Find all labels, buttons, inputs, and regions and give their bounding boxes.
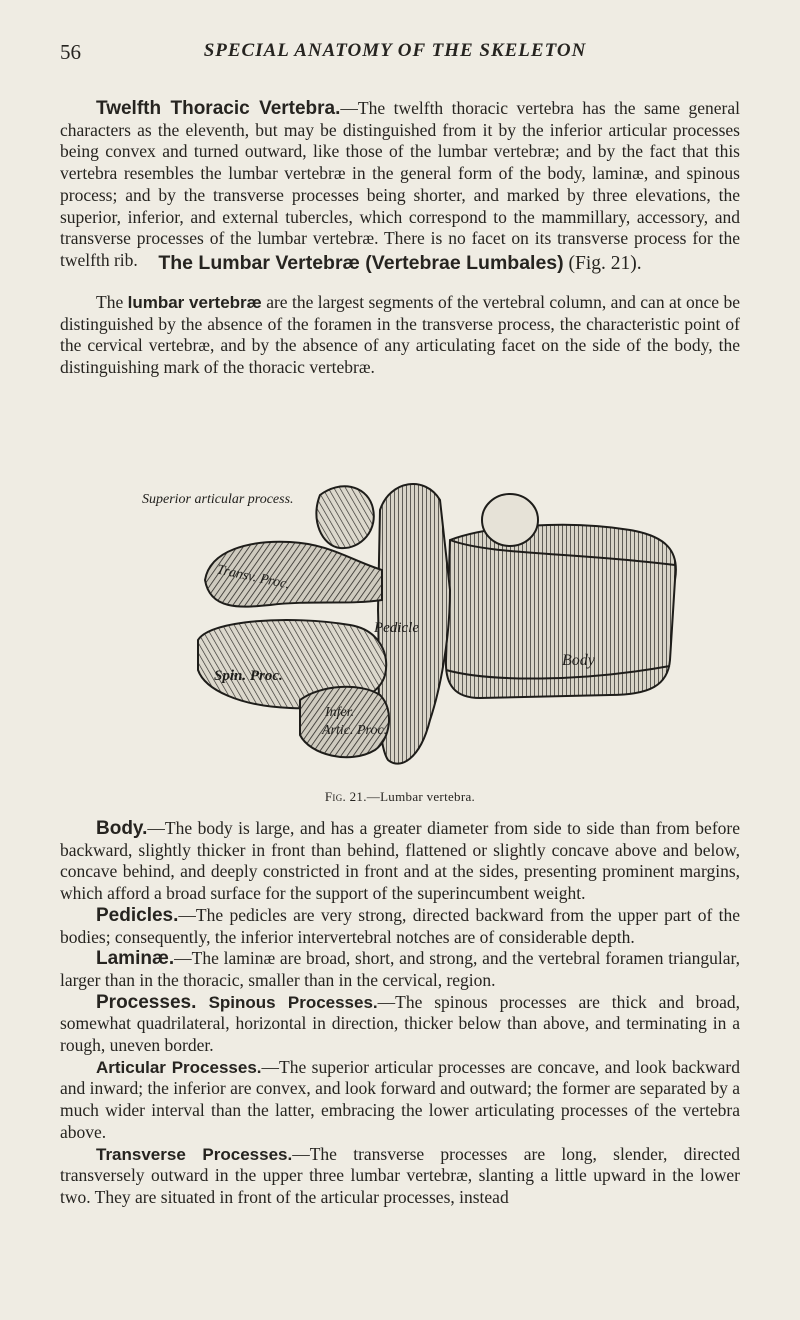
processes-paragraph (60, 992, 740, 1057)
articular-text: —The superior articular processes are concave, and look backward and inward; the inferior are convex, and look forward and outward; the former are separated by a much wider interval than the latter, embracing the lower articulating processes of the vertebra above. (60, 1056, 740, 1142)
label-transv-proc: Transv. Proc. (215, 562, 292, 593)
body-heading: Body. (96, 818, 148, 839)
label-artic-proc: Artic. Proc. (322, 723, 388, 738)
descriptive-paragraphs (60, 818, 740, 1209)
laminae-heading: Laminæ. (96, 948, 175, 970)
pedicles-heading: Pedicles. (96, 904, 179, 926)
spinous-processes-heading: Spinous Processes. (196, 992, 378, 1012)
twelfth-thoracic-heading: Twelfth Thoracic Vertebra. (96, 98, 341, 119)
figure-caption (60, 789, 740, 805)
articular-heading: Articular Processes. (96, 1057, 262, 1077)
label-pedicle: Pedicle (374, 620, 419, 636)
laminae-paragraph (60, 948, 740, 991)
laminae-text: —The laminæ are broad, short, and strong, and the vertebral foramen triangular, larger than in the thoracic, smaller than in the cervical, region. (60, 948, 740, 990)
articular-paragraph (60, 1057, 740, 1144)
intro-text-start: The (96, 292, 128, 312)
body-paragraph (60, 818, 740, 905)
twelfth-thoracic-text: —The twelfth thoracic vertebra has the same general characters as the eleventh, but may be distinguished from it by the inferior articular processes being convex and turned outward, like those of the lumbar vertebræ; and by the fact that this vertebra resembles the lumbar vertebræ in the general form of the body, laminæ, and spinous process; and by the transverse processes being shorter, and marked by three elevations, the superior, inferior, and external tubercles, which correspond to the mammillary, accessory, and transverse processes of the lumbar vertebræ. There is no facet on its transverse process for the twelfth rib. (60, 98, 740, 270)
intro-term: lumbar vertebræ (127, 293, 262, 312)
label-spin-proc: Spin. Proc. (214, 668, 283, 684)
superior-articular-process-shape (316, 486, 373, 548)
vertebral-body-shape (446, 525, 676, 698)
pedicles-text: —The pedicles are very strong, directed backward from the upper part of the bodies; consequently, the inferior intervertebral notches are of considerable depth. (60, 904, 740, 947)
transverse-text: —The transverse processes are long, slender, directed transversely outward in the upper three lumbar vertebræ, slanting a little upward in the lower two. They are situated in front of the articular processes, instead (60, 1143, 740, 1207)
running-head (60, 40, 730, 70)
twelfth-thoracic-paragraph (60, 98, 740, 272)
label-superior-articular-process: Superior articular process. (142, 492, 294, 507)
label-body: Body (562, 652, 595, 669)
section-heading-title: The Lumbar Vertebræ (Vertebrae Lumbales) (158, 252, 564, 274)
lumbar-vertebra-illustration (150, 470, 690, 780)
intro-text: are the largest segments of the vertebral column, and can at once be distinguished by the absence of the foramen in the transverse process, the characteristic point of the cervical vertebræ, and by the absence of any articulating facet on the side of the body, the distinguishing mark of the thoracic vertebræ. (60, 292, 740, 378)
lumbar-vertebra-figure (142, 470, 690, 780)
figure-caption-text: —Lumbar vertebra. (366, 789, 476, 804)
transverse-paragraph (60, 1144, 740, 1209)
label-infer: Infer. (325, 705, 355, 720)
section-heading (60, 252, 740, 275)
pedicles-paragraph (60, 905, 740, 948)
page-number: 56 (60, 40, 81, 64)
figure-caption-number: Fig. 21. (324, 789, 367, 804)
running-head-title: SPECIAL ANATOMY OF THE SKELETON (203, 40, 587, 61)
processes-heading: Processes. (96, 991, 197, 1013)
section-heading-figref: (Fig. 21). (563, 253, 642, 274)
lumbar-intro-paragraph (60, 292, 740, 379)
inferior-articular-process-shape (300, 687, 389, 757)
transverse-heading: Transverse Processes. (96, 1144, 293, 1164)
processes-text: —The spinous processes are thick and broad, somewhat quadrilateral, horizontal in direction, thicker below than above, and terminating in a rough, uneven border. (60, 991, 740, 1056)
body-text: —The body is large, and has a greater diameter from side to side than from before backward, slightly thicker in front than behind, flattened or slightly concave above and below, concave behind, and deeply constricted in front and at the sides, presenting prominent margins, which afford a broad surface for the support of the superincumbent weight. (60, 818, 740, 904)
